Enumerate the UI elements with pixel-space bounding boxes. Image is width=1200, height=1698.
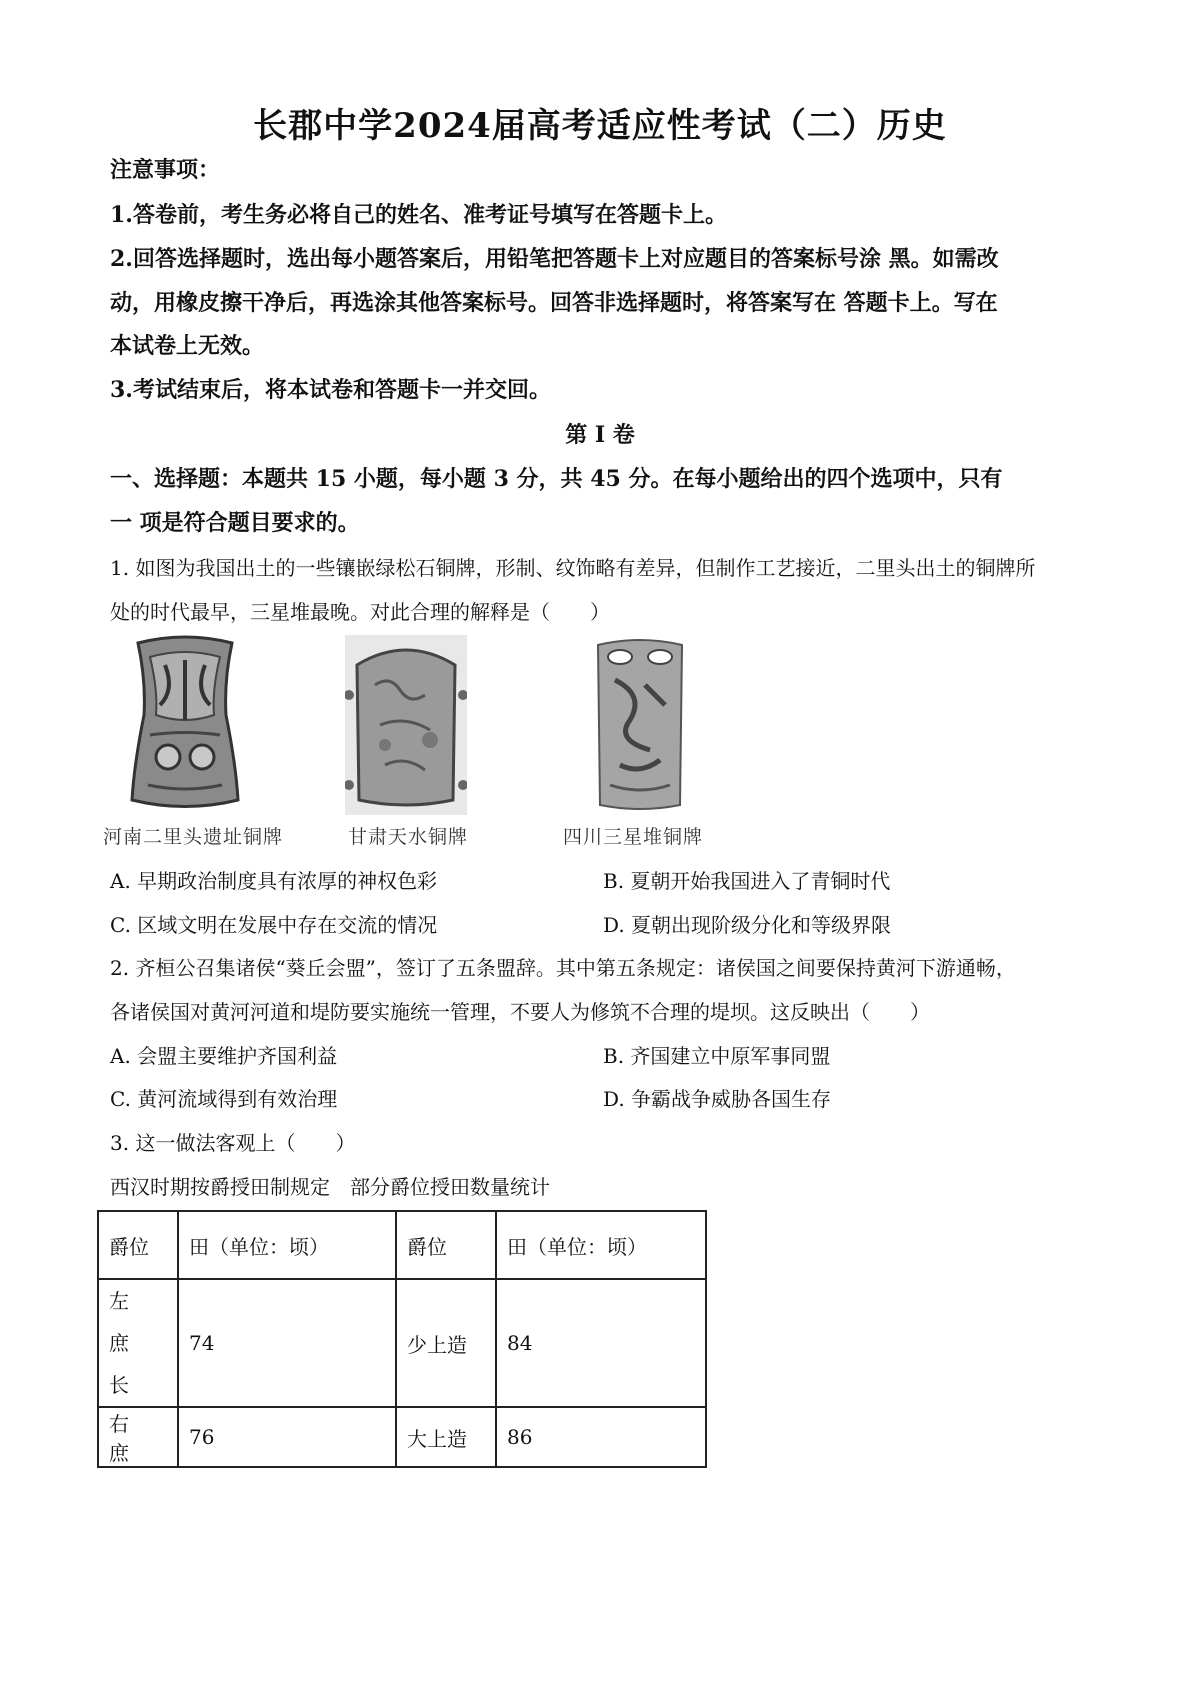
notice-item-2-cont: 动，用橡皮擦干净后，再选涂其他答案标号。回答非选择题时，将答案写在 答题卡上。写在	[110, 290, 998, 316]
table-cell-rank: 右 庶	[98, 1407, 178, 1467]
rank-land-table	[97, 1210, 707, 1468]
table-cell-rank: 少上造	[396, 1279, 496, 1407]
notice-heading: 注意事项：	[110, 157, 221, 183]
notice-item-1: 1.答卷前，考生务必将自己的姓名、准考证号填写在答题卡上。	[110, 202, 727, 228]
q3-table-caption: 西汉时期按爵授田制规定 部分爵位授田数量统计	[110, 1175, 550, 1199]
figure-caption-sanxingdui: 四川三星堆铜牌	[563, 826, 704, 848]
q2-stem-line1: 2. 齐桓公召集诸侯“葵丘会盟”，签订了五条盟辞。其中第五条规定：诸侯国之间要保持黄河下游通畅，	[110, 956, 1016, 980]
section-instruction-line1: 一、选择题：本题共 15 小题，每小题 3 分，共 45 分。在每小题给出的四个选项中，只有	[110, 466, 1003, 492]
q2-option-a[interactable]: A. 会盟主要维护齐国利益	[110, 1044, 338, 1068]
table-header-cell: 田（单位：顷）	[496, 1211, 706, 1279]
exam-title: 长郡中学2024届高考适应性考试（二）历史	[253, 106, 947, 146]
table-header-cell: 田（单位：顷）	[178, 1211, 396, 1279]
q1-stem-line1: 1. 如图为我国出土的一些镶嵌绿松石铜牌，形制、纹饰略有差异，但制作工艺接近，二里头出土的铜牌所	[110, 556, 1036, 580]
table-cell-land: 76	[178, 1407, 396, 1467]
table-header-row	[98, 1211, 706, 1279]
section-instruction-line2: 一 项是符合题目要求的。	[110, 510, 360, 536]
table-cell-land: 74	[178, 1279, 396, 1407]
q2-option-b[interactable]: B. 齐国建立中原军事同盟	[603, 1044, 831, 1068]
q2-option-d[interactable]: D. 争霸战争威胁各国生存	[603, 1087, 832, 1111]
q1-option-b[interactable]: B. 夏朝开始我国进入了青铜时代	[603, 869, 891, 893]
q2-option-c[interactable]: C. 黄河流域得到有效治理	[110, 1087, 338, 1111]
notice-item-3: 3.考试结束后，将本试卷和答题卡一并交回。	[110, 377, 551, 403]
table-cell-rank: 大上造	[396, 1407, 496, 1467]
notice-item-2-end: 本试卷上无效。	[110, 333, 265, 359]
q1-option-d[interactable]: D. 夏朝出现阶级分化和等级界限	[603, 913, 892, 937]
rank-line-1: 左 庶	[109, 1289, 149, 1355]
table-header-cell: 爵位	[98, 1211, 178, 1279]
table-row	[98, 1279, 706, 1407]
rank-line-2: 长	[109, 1373, 129, 1397]
table-cell-land: 86	[496, 1407, 706, 1467]
figure-caption-tianshui: 甘肃天水铜牌	[348, 826, 469, 848]
table-cell-land: 84	[496, 1279, 706, 1407]
volume-heading: 第 I 卷	[565, 422, 635, 448]
erlitou-plaque-image	[120, 635, 250, 810]
q3-stem: 3. 这一做法客观上（ ）	[110, 1131, 356, 1155]
tianshui-plaque-image	[345, 635, 467, 815]
notice-item-2: 2.回答选择题时，选出每小题答案后，用铅笔把答题卡上对应题目的答案标号涂 黑。如需改	[110, 246, 999, 272]
sanxingdui-plaque-image	[590, 635, 690, 815]
table-header-cell: 爵位	[396, 1211, 496, 1279]
table-row	[98, 1407, 706, 1467]
figure-caption-erlitou: 河南二里头遗址铜牌	[103, 826, 284, 848]
table-cell-rank	[98, 1279, 178, 1407]
q1-stem-line2: 处的时代最早，三星堆最晚。对此合理的解释是（ ）	[110, 600, 610, 624]
q1-option-c[interactable]: C. 区域文明在发展中存在交流的情况	[110, 913, 438, 937]
q1-option-a[interactable]: A. 早期政治制度具有浓厚的神权色彩	[110, 869, 438, 893]
q2-stem-line2: 各诸侯国对黄河河道和堤防要实施统一管理，不要人为修筑不合理的堤坝。这反映出（ ）	[110, 1000, 930, 1024]
